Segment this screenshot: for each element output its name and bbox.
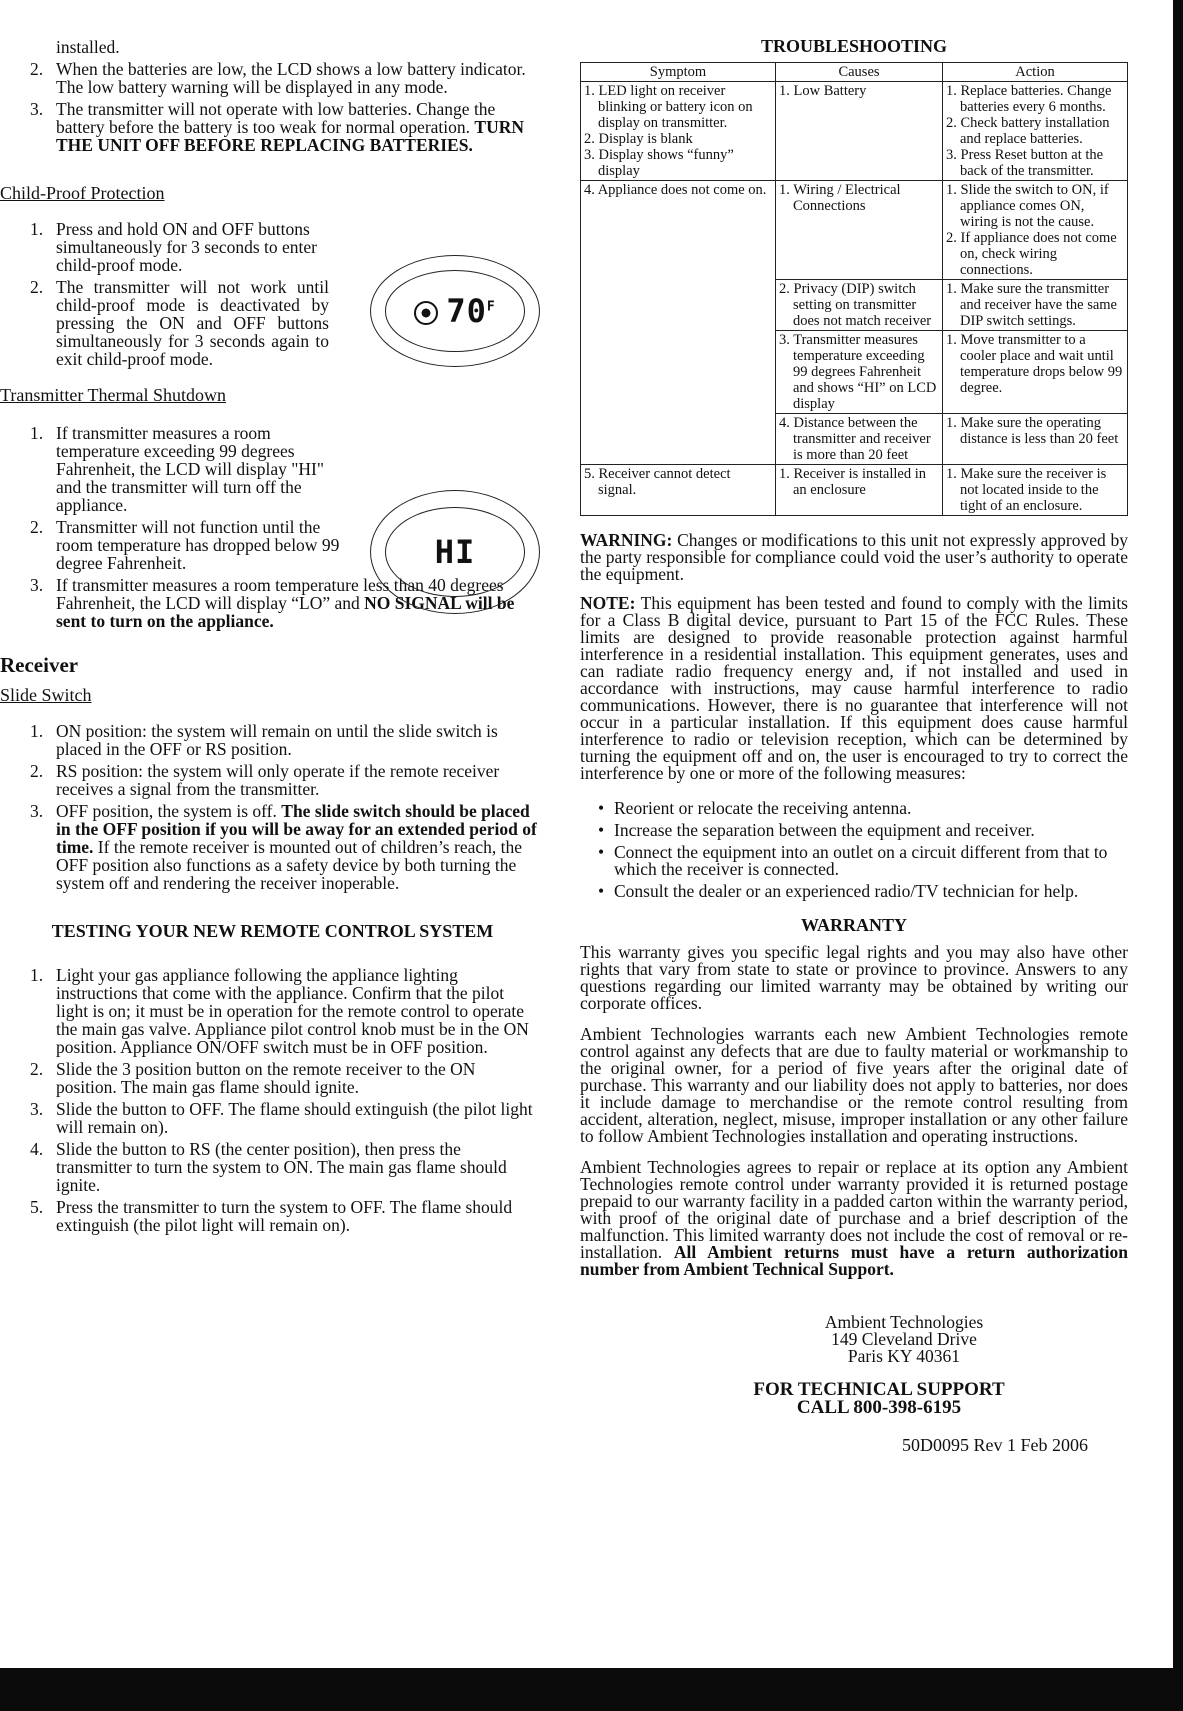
warning-paragraph: WARNING: Changes or modifications to this unit not expressly approved by the party responsible for compliance could void the user’s authority to operate the equipment. bbox=[580, 530, 1128, 584]
revision-label: 50D0095 Rev 1 Feb 2006 bbox=[902, 1435, 1088, 1455]
technical-support: FOR TECHNICAL SUPPORT CALL 800-398-6195 bbox=[753, 1379, 1005, 1418]
list-item: 1. If transmitter measures a room temperature exceeding 99 degrees Fahrenheit, the LCD will display "HI" and the transmitter will turn off the appliance. bbox=[30, 423, 324, 515]
lcd-temperature-display bbox=[370, 255, 540, 367]
list-item: 5. Press the transmitter to turn the system to OFF. The flame should extinguish (the pilot light will remain on). bbox=[30, 1197, 513, 1235]
column-header: Causes bbox=[776, 63, 943, 82]
column-header: Action bbox=[943, 63, 1128, 82]
list-item: 2. RS position: the system will only operate if the remote receiver receives a signal from the transmitter. bbox=[30, 761, 500, 799]
measures-list bbox=[580, 800, 1128, 900]
section-heading: Slide Switch bbox=[0, 685, 92, 705]
list-item: installed. bbox=[56, 37, 120, 57]
action-cell: 1. Make sure the receiver is not located inside to the tight of an enclosure. bbox=[943, 465, 1128, 516]
table-row bbox=[581, 465, 1128, 516]
left-column bbox=[0, 38, 545, 1238]
scan-edge bbox=[1173, 0, 1183, 1711]
cause-cell: 1. Receiver is installed in an enclosure bbox=[776, 465, 943, 516]
list-item: 3. Slide the button to OFF. The flame should extinguish (the pilot light will remain on). bbox=[30, 1099, 533, 1137]
cause-cell: 1. Low Battery bbox=[776, 82, 943, 181]
list-item: 3. The transmitter will not operate with low batteries. Change the battery before the battery is too weak for normal operation. TURN THE UNIT OFF BEFORE REPLACING BATTERIES. bbox=[30, 99, 524, 155]
symptom-cell: 1. LED light on receiver blinking or battery icon on display on transmitter. 2. Display is blank 3. Display shows “funny” display bbox=[581, 82, 776, 181]
action-cell: 1. Move transmitter to a cooler place and wait until temperature drops below 99 degree. bbox=[943, 331, 1128, 414]
symptom-cell: 4. Appliance does not come on. bbox=[581, 181, 776, 465]
cause-cell: 1. Wiring / Electrical Connections bbox=[776, 181, 943, 280]
section-heading: Transmitter Thermal Shutdown bbox=[0, 385, 226, 405]
lcd-reading: HI bbox=[434, 532, 476, 571]
column-header: Symptom bbox=[581, 63, 776, 82]
list-item: • Reorient or relocate the receiving antenna. bbox=[580, 800, 1128, 817]
warranty-paragraph: This warranty gives you specific legal rights and you may also have other rights that vary from state to state or province to province. Answers to any questions regarding our limited warranty may be obtained by writing our corporate offices. bbox=[580, 942, 1128, 1013]
slide-switch-list bbox=[0, 722, 545, 892]
action-cell: 1. Make sure the transmitter and receiver have the same DIP switch settings. bbox=[943, 280, 1128, 331]
action-cell: 1. Make sure the operating distance is less than 20 feet bbox=[943, 414, 1128, 465]
action-cell: 1. Replace batteries. Change batteries every 6 months. 2. Check battery installation and replace batteries. 3. Press Reset button at the back of the transmitter. bbox=[943, 82, 1128, 181]
receiver-heading: Receiver bbox=[0, 653, 79, 677]
warranty-heading: WARRANTY bbox=[800, 915, 907, 935]
list-item: 4. Slide the button to RS (the center position), then press the transmitter to turn the system to ON. The main gas flame should ignite. bbox=[30, 1139, 507, 1195]
list-item: 2. Slide the 3 position button on the remote receiver to the ON position. The main gas flame should ignite. bbox=[30, 1059, 476, 1097]
table-row bbox=[581, 181, 1128, 280]
list-item: 3. OFF position, the system is off. The slide switch should be placed in the OFF position if you will be away for an extended period of time. If the remote receiver is mounted out of children’s reach, the OFF position also functions as a safety device by both turning the system off and rendering the receiver inoperable. bbox=[30, 801, 537, 893]
list-item: 2. When the batteries are low, the LCD shows a low battery indicator. The low battery warning will be displayed in any mode. bbox=[30, 59, 526, 97]
child-proof-list bbox=[0, 220, 335, 368]
testing-list bbox=[0, 966, 545, 1234]
right-column bbox=[580, 38, 1128, 1454]
troubleshooting-table bbox=[580, 62, 1128, 516]
list-item: • Connect the equipment into an outlet on a circuit different from that to which the receiver is connected. bbox=[580, 844, 1128, 878]
table-row bbox=[581, 82, 1128, 181]
symptom-cell: 5. Receiver cannot detect signal. bbox=[581, 465, 776, 516]
lcd-hi-display bbox=[370, 490, 540, 614]
list-item: 2. Transmitter will not function until the room temperature has dropped below 99 degree Fahrenheit. bbox=[30, 517, 340, 573]
cause-cell: 4. Distance between the transmitter and receiver is more than 20 feet bbox=[776, 414, 943, 465]
lcd-screen bbox=[385, 507, 525, 597]
lcd-reading: $70^F$ bbox=[446, 292, 496, 330]
list-item: 2. The transmitter will not work until child-proof mode is deactivated by pressing the ON and OFF buttons simultaneously for 3 seconds again to exit child-proof mode. bbox=[30, 277, 329, 369]
cause-cell: 3. Transmitter measures temperature exceeding 99 degrees Fahrenheit and shows “HI” on LCD display bbox=[776, 331, 943, 414]
child-lock-icon bbox=[414, 301, 438, 325]
action-cell: 1. Slide the switch to ON, if appliance comes ON, wiring is not the cause. 2. If appliance does not come on, check wiring connections. bbox=[943, 181, 1128, 280]
warranty-paragraph: Ambient Technologies warrants each new Ambient Technologies remote control against any defects that are due to faulty material or workmanship to the original owner, for a period of five years after the original date of purchase. This warranty and our liability does not apply to batteries, nor does it include damage to merchandise or the remote control resulting from accident, alteration, neglect, misuse, improper installation or any other failure to follow Ambient Technologies installation and operating instructions. bbox=[580, 1024, 1128, 1146]
list-item: 1. Light your gas appliance following the appliance lighting instructions that come with the appliance. Confirm that the pilot light is on; it must be in operation for the remote control to operate the main gas valve. Appliance pilot control knob must be in the ON position. Appliance ON/OFF switch must be in OFF position. bbox=[30, 965, 529, 1057]
list-item: • Consult the dealer or an experienced radio/TV technician for help. bbox=[580, 883, 1128, 900]
lcd-screen bbox=[385, 270, 525, 351]
section-heading: Child-Proof Protection bbox=[0, 183, 165, 203]
warranty-paragraph: Ambient Technologies agrees to repair or replace at its option any Ambient Technologies remote control under warranty provided it is returned postage prepaid to our warranty facility in a padded carton within the warranty period, with proof of the original date of purchase and a brief description of the malfunction. This limited warranty does not include the cost of removal or re-installation. All Ambient returns must have a return authorization number from Ambient Technical Support. bbox=[580, 1157, 1128, 1279]
note-paragraph: NOTE: This equipment has been tested and found to comply with the limits for a Class B digital device, pursuant to Part 15 of the FCC Rules. These limits are designed to provide reasonable protection against harmful interference in a residential installation. This equipment generates, uses and can radiate radio frequency energy and, if not installed and used in accordance with instructions, may cause harmful interference to radio communications. However, there is no guarantee that interference will not occur in a particular installation. If this equipment does cause harmful interference to radio or television reception, which can be determined by turning the equipment off and on, the user is encouraged to try to correct the interference by one or more of the following measures: bbox=[580, 593, 1128, 783]
scan-bottom-band bbox=[0, 1668, 1183, 1711]
company-address: Ambient Technologies 149 Cleveland Drive Paris KY 40361 bbox=[824, 1312, 984, 1366]
cause-cell: 2. Privacy (DIP) switch setting on transmitter does not match receiver bbox=[776, 280, 943, 331]
list-item: 1. Press and hold ON and OFF buttons simultaneously for 3 seconds to enter child-proof mode. bbox=[30, 219, 317, 275]
testing-heading: TESTING YOUR NEW REMOTE CONTROL SYSTEM bbox=[51, 921, 494, 941]
troubleshooting-heading: TROUBLESHOOTING bbox=[760, 36, 948, 56]
battery-list bbox=[0, 38, 545, 154]
list-item: • Increase the separation between the equipment and receiver. bbox=[580, 822, 1128, 839]
list-item: 1. ON position: the system will remain on until the slide switch is placed in the OFF or RS position. bbox=[30, 721, 498, 759]
table-header-row bbox=[581, 63, 1128, 82]
list-item: 3. If transmitter measures a room temperature less than 40 degrees Fahrenheit, the LCD will display “LO” and NO SIGNAL will be sent to turn on the appliance. bbox=[30, 575, 515, 631]
